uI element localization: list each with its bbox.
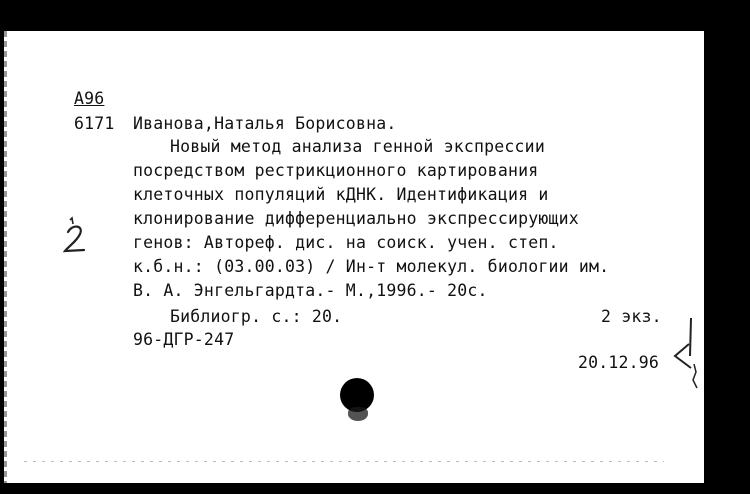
punch-hole-shadow [348,407,368,421]
corner-pen-mark-icon [669,316,703,396]
call-number: А96 [74,89,105,108]
card-date: 20.12.96 [578,353,660,372]
inventory-number: 6171 [74,114,115,133]
title-line-1: Новый метод анализа генной экспрессии [170,137,545,156]
title-line-7: В. А. Энгельгардта.- М.,1996.- 20с. [133,281,488,300]
registration-number: 96-ДГР-247 [133,330,235,349]
title-line-2: посредством рестрикционного картирования [133,161,539,180]
copies-count: 2 экз. [601,307,662,326]
title-line-3: клеточных популяций кДНК. Идентификация и [133,185,549,204]
title-line-6: к.б.н.: (03.00.03) / Ин-т молекул. биологии им. [133,257,610,276]
author-name: Иванова,Наталья Борисовна. [133,114,397,133]
title-line-4: клонирование дифференциально экспрессирующих [133,209,579,228]
card-left-edge [4,31,7,483]
title-line-5: генов: Автореф. дис. на соиск. учен. степ. [133,233,559,252]
scan-dust-line [24,461,664,462]
bibliography-note: Библиогр. с.: 20. [170,307,343,326]
handwritten-mark-icon [58,216,92,256]
catalog-card [4,31,704,483]
